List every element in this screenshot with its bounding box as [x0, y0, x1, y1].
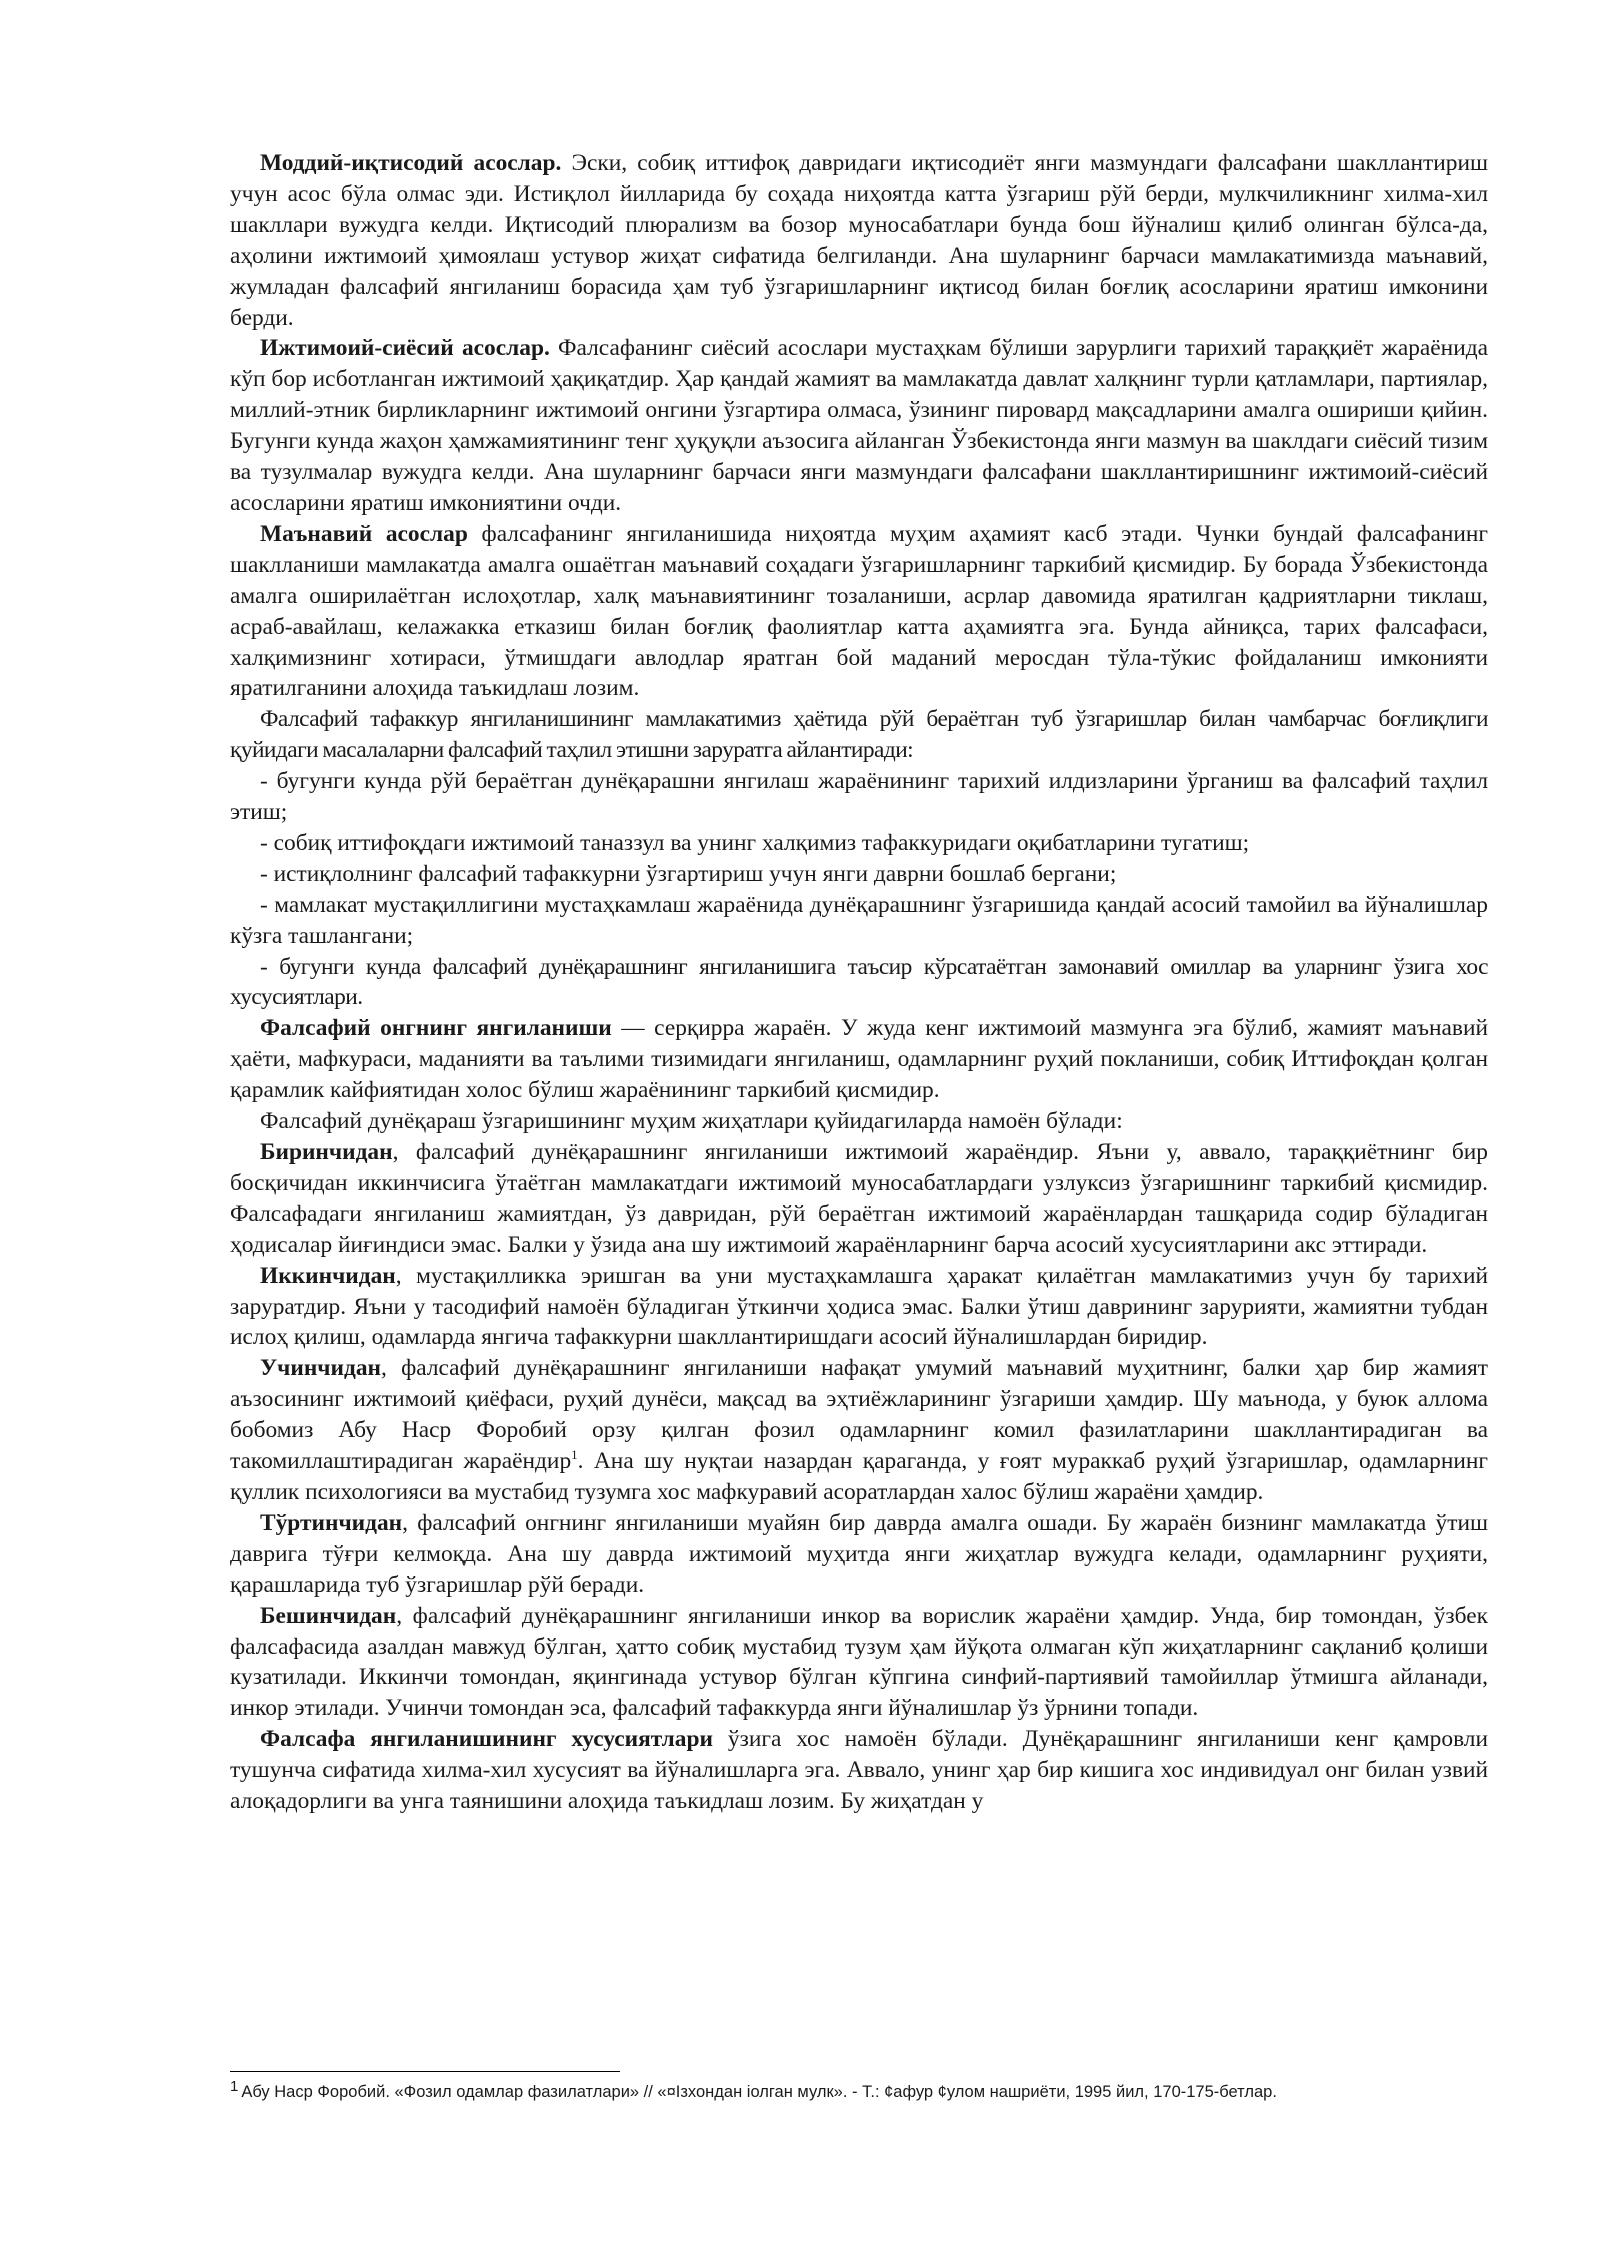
paragraph-text: , фалсафий дунёқарашнинг янгиланиши инкор ва ворислик жараёни ҳамдир. Унда, бир томондан, ўзбек фалсафасида азалдан мавжуд бўлган, ҳатто собиқ мустабид тузум ҳам йўқота олмаган кўп жиҳатларнинг сақланиб қолиши кузатилади. Иккинчи томондан, яқингинада устувор бўлган кўпгина синфий-партиявий тамойиллар ўтмишга айланади, инкор этилади. Учинчи томондан эса, фалсафий тафаккурда янги йўналишлар ўз ўрнини топади.	[230, 1602, 1488, 1722]
paragraph-text: Фалсафий дунёқараш ўзгаришининг муҳим жиҳатлари қуйидагиларда намоён бўлади:	[260, 1108, 1123, 1135]
list-item-text: - бугунги кунда рўй бераётган дунёқарашни янгилаш жараёнининг тарихий илдизларини ўрганиш ва фалсафий таҳлил этиш;	[230, 768, 1488, 826]
footnote-text: Абу Наср Форобий. «Фозил одамлар фазилатлари» // «¤Ізхондан іолган мулк». - Т.: ¢афур ¢улом нашриёти, 1995 йил, 170-175-бетлар.	[241, 2083, 1277, 2101]
paragraph-text: , фалсафий дунёқарашнинг янгиланиши ижтимоий жараёндир. Яъни у, аввало, тараққиётнинг бир босқичидан иккинчисига ўтаётган мамлакатдаги ижтимоий муносабатлардаги узлуксиз ўзгаришнинг таркибий қисмидир. Фалсафадаги янгиланиш жамиятдан, ўз давридан, рўй бераётган ижтимоий жараёнлардан ташқарида содир бўладиган ҳодисалар йиғиндиси эмас. Балки у ўзида ана шу ижтимоий жараёнларнинг барча асосий хусусиятларини акс эттиради.	[230, 1139, 1488, 1258]
list-item	[230, 890, 1488, 952]
paragraph-lead: Биринчидан	[260, 1139, 393, 1165]
paragraph-text: , фалсафий онгнинг янгиланиши муайян бир даврда амалга ошади. Бу жараён бизнинг мамлакатда ўтиш даврига тўғри келмоқда. Ана шу даврда ижтимоий муҳитда янги жиҳатлар вужудга келади, одамларнинг руҳияти, қарашларида туб ўзгаришлар рўй беради.	[230, 1509, 1488, 1598]
paragraph-lead: Тўртинчидан	[260, 1509, 403, 1536]
paragraph-social-political	[230, 333, 1488, 518]
footnote-mark: 1	[230, 2077, 239, 2095]
paragraph-lead: Фалсафий онгнинг янгиланиши	[260, 1015, 612, 1042]
list-item	[230, 766, 1488, 828]
paragraph-text: ўзига хос намоён бўлади. Дунёқарашнинг янгиланиши кенг қамровли тушунча сифатида хилма-хил хусусият ва йўналишларга эга. Аввало, унинг ҳар бир кишига хос индивидуал онг билан узвий алоқадорлиги ва унга таянишини алоҳида таъкидлаш лозим. Бу жиҳатдан у	[230, 1726, 1488, 1815]
document-body	[230, 148, 1488, 1817]
paragraph-lead: Иккинчидан	[260, 1262, 396, 1289]
paragraph-first	[230, 1137, 1488, 1261]
paragraph-material-economic	[230, 148, 1488, 333]
paragraph-renewal-features	[230, 1724, 1488, 1817]
paragraph-text: фалсафанинг янгиланишида ниҳоятда муҳим аҳамият касб этади. Чунки бундай фалсафанинг шаклланиши мамлакатда амалга ошаётган маънавий соҳадаги ўзгаришларнинг таркибий қисмидир. Бу борада Ўзбекистонда амалга оширилаётган ислоҳотлар, халқ маънавиятининг тозаланиши, асрлар давомида яратилган қадриятларни тиклаш, асраб-авайлаш, келажакка етказиш билан боғлиқ фаолиятлар катта аҳамиятга эга. Бунда айниқса, тарих фалсафаси, халқимизнинг хотираси, ўтмишдаги авлодлар яратган бой маданий меросдан тўла-тўкис фойдаланиш имконияти яратилганини алоҳида таъкидлаш лозим.	[230, 520, 1488, 702]
list-item	[230, 828, 1488, 859]
list-item-text: - собиқ иттифоқдаги ижтимоий таназзул ва унинг халқимиз тафаккуридаги оқибатларини тугатиш;	[260, 829, 1250, 856]
list-item-text: - бугунги кунда фалсафий дунёқарашнинг янгиланишига таъсир кўрсатаётган замонавий омиллар ва уларнинг ўзига хос хусусиятлари.	[230, 953, 1488, 1011]
paragraph-spiritual	[230, 519, 1488, 704]
list-item-text: - мамлакат мустақиллигини мустаҳкамлаш жараёнида дунёқарашнинг ўзгаришида қандай асосий тамойил ва йўналишлар кўзга ташлангани;	[230, 891, 1488, 949]
paragraph-philosophical-thinking	[230, 704, 1488, 766]
footnote-separator	[230, 2071, 620, 2072]
paragraph-text: , мустақилликка эришган ва уни мустаҳкамлашга ҳаракат қилаётган мамлакатимиз учун бу тарихий заруратдир. Яъни у тасодифий намоён бўладиган ўткинчи ҳодиса эмас. Балки ўтиш даврининг зарурияти, жамиятни тубдан ислоҳ қилиш, одамларда янгича тафаккурни шакллантиришдаги асосий йўналишлардан биридир.	[230, 1262, 1488, 1351]
paragraph-second	[230, 1261, 1488, 1354]
paragraph-third	[230, 1353, 1488, 1508]
paragraph-lead: Маънавий асослар	[260, 520, 468, 547]
paragraph-fourth	[230, 1508, 1488, 1601]
paragraph-text: Эски, собиқ иттифоқ давридаги иқтисодиёт янги мазмундаги фалсафани шакллантириш учун асос бўла олмас эди. Истиқлол йилларида бу соҳада ниҳоятда катта ўзгариш рўй берди, мулкчиликнинг хилма-хил шакллари вужудга келди. Иқтисодий плюрализм ва бозор муносабатлари бунда бош йўналиш қилиб олинган бўлса-да, аҳолини ижтимоий ҳимоялаш устувор жиҳат сифатида белгиланди. Ана шуларнинг барчаси мамлакатимизда маънавий, жумладан фалсафий янгиланиш борасида ҳам туб ўзгаришларнинг иқтисод билан боғлиқ асосларини яратиш имконини берди.	[230, 150, 1488, 331]
paragraph-lead: Моддий-иқтисодий асослар.	[260, 150, 562, 176]
footnote-reference[interactable]: 1	[571, 1447, 578, 1463]
list-item	[230, 952, 1488, 1014]
paragraph-text: , фалсафий дунёқарашнинг янгиланиши нафақат умумий маънавий муҳитнинг, балки ҳар бир жамият аъзосининг ижтимоий қиёфаси, руҳий дунёси, мақсад ва эҳтиёжларининг ўзгариши ҳамдир. Шу маънода, у буюк аллома бобомиз Абу Наср Форобий орзу қилган фозил одамларнинг комил фазилатларини шакллантирадиган ва такомиллаштирадиган жараёндир	[230, 1355, 1488, 1475]
paragraph-fifth	[230, 1601, 1488, 1725]
paragraph-lead: Бешинчидан	[260, 1602, 397, 1629]
footnote	[230, 2079, 1530, 2105]
paragraph-text-continued: . Ана шу нуқтаи назардан қараганда, у ғоят мураккаб руҳий ўзгаришлар, одамларнинг қуллик психологияси ва мустабид тузумга хос мафкуравий асоратлардан халос бўлиш жараёни ҳамдир.	[230, 1448, 1488, 1505]
paragraph-lead: Учинчидан	[260, 1355, 381, 1382]
paragraph-text: Фалсафий тафаккур янгиланишининг мамлакатимиз ҳаётида рўй бераётган туб ўзгаришлар билан чамбарчас боғлиқлиги қуйидаги масалаларни фалсафий таҳлил этишни заруратга айлантиради:	[230, 706, 1488, 764]
list-item-text: - истиқлолнинг фалсафий тафаккурни ўзгартириш учун янги даврни бошлаб бергани;	[260, 860, 1117, 887]
paragraph-text: — серқирра жараён. У жуда кенг ижтимоий мазмунга эга бўлиб, жамият маънавий ҳаёти, мафкураси, маданияти ва таълими тизимидаги янгиланиш, одамларнинг руҳий покланиши, собиқ Иттифоқдан қолган қарамлик кайфиятидан холос бўлиш жараёнининг таркибий қисмидир.	[230, 1015, 1488, 1104]
paragraph-lead: Ижтимоий-сиёсий асослар.	[260, 335, 550, 362]
paragraph-aspects-intro	[230, 1106, 1488, 1137]
paragraph-lead: Фалсафа янгиланишининг хусусиятлари	[260, 1726, 713, 1753]
list-item	[230, 859, 1488, 890]
paragraph-consciousness-renewal	[230, 1013, 1488, 1106]
paragraph-text: Фалсафанинг сиёсий асослари мустаҳкам бўлиши зарурлиги тарихий тараққиёт жараёнида кўп бор исботланган ижтимоий ҳақиқатдир. Ҳар қандай жамият ва мамлакатда давлат халқнинг турли қатламлари, партиялар, миллий-этник бирликларнинг ижтимоий онгини ўзгартира олмаса, ўзининг пировард мақсадларини амалга ошириши қийин. Бугунги кунда жаҳон ҳамжамиятининг тенг ҳуқуқли аъзосига айланган Ўзбекистонда янги мазмун ва шаклдаги сиёсий тизим ва тузулмалар вужудга келди. Ана шуларнинг барчаси янги мазмундаги фалсафани шакллантиришнинг ижтимоий-сиёсий асосларини яратиш имкониятини очди.	[230, 335, 1488, 516]
